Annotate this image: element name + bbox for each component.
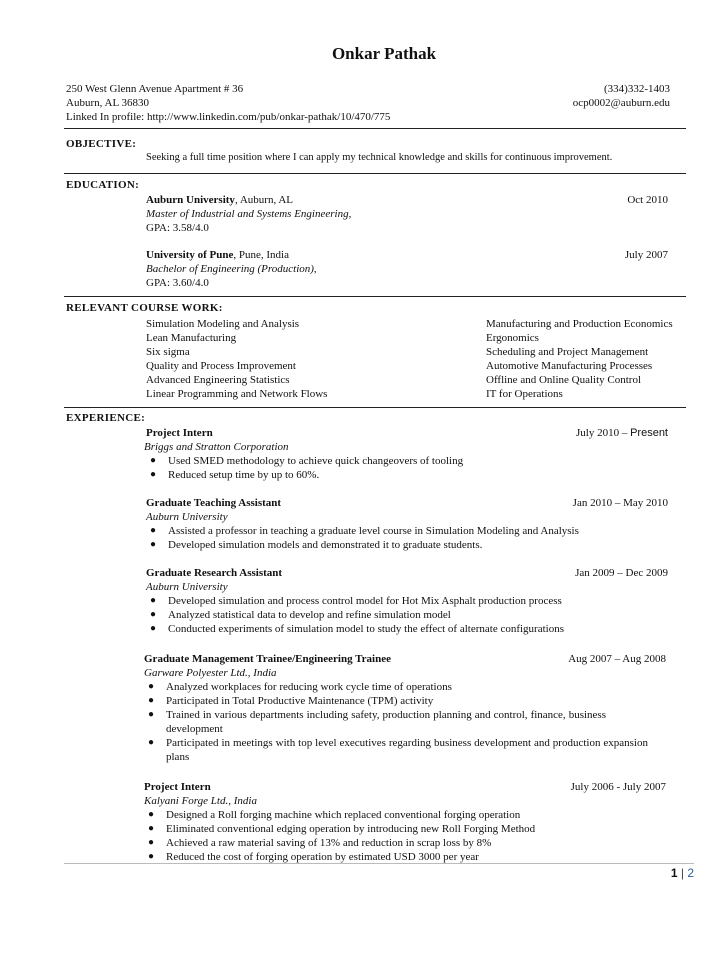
education-entry — [146, 248, 668, 290]
job-organization: Auburn University — [146, 511, 228, 523]
job-title: Graduate Management Trainee/Engineering Trainee — [144, 653, 391, 665]
page-number — [671, 866, 694, 880]
job-entry — [146, 496, 668, 552]
job-dates: Aug 2007 – Aug 2008 — [568, 653, 666, 665]
job-bullets — [146, 594, 668, 636]
education-entry — [146, 193, 668, 235]
bullet-item: ● Reduced the cost of forging operation by estimated USD 3000 per year — [144, 850, 666, 864]
job-bullets — [146, 454, 668, 482]
bullet-icon: ● — [147, 837, 155, 848]
gpa: GPA: 3.60/4.0 — [146, 277, 209, 289]
footer-divider — [64, 863, 694, 864]
address-line-1: 250 West Glenn Avenue Apartment # 36 — [66, 83, 244, 95]
contact-row-3 — [66, 110, 670, 124]
bullet-icon: ● — [149, 455, 157, 466]
bullet-item: ● Analyzed workplaces for reducing work cycle time of operations — [144, 680, 666, 694]
job-dates: July 2010 – — [575, 427, 631, 439]
job-entry — [144, 780, 666, 864]
job-organization: Auburn University — [146, 581, 228, 593]
bullet-item: ● Reduced setup time by up to 60%. — [146, 468, 668, 482]
bullet-item: ● Designed a Roll forging machine which replaced conventional forging operation — [144, 808, 666, 822]
course-item: Six sigma — [146, 346, 190, 358]
bullet-item: ● Analyzed statistical data to develop and refine simulation model — [146, 608, 668, 622]
job-title: Graduate Teaching Assistant — [146, 497, 282, 509]
job-dates: July 2006 - July 2007 — [570, 781, 666, 793]
course-item: Offline and Online Quality Control — [486, 374, 641, 386]
job-entry — [146, 426, 668, 482]
bullet-item: ● Participated in Total Productive Maintenance (TPM) activity — [144, 694, 666, 708]
coursework-heading: RELEVANT COURSE WORK: — [66, 302, 223, 314]
job-title: Graduate Research Assistant — [146, 567, 283, 579]
divider — [64, 173, 686, 174]
course-item: IT for Operations — [486, 388, 563, 400]
bullet-item: ● Eliminated conventional edging operation by introducing new Roll Forging Method — [144, 822, 666, 836]
course-item: Quality and Process Improvement — [146, 360, 296, 372]
gpa: GPA: 3.58/4.0 — [146, 222, 209, 234]
bullet-item: ● Achieved a raw material saving of 13% and reduction in scrap loss by 8% — [144, 836, 666, 850]
email: ocp0002@auburn.edu — [572, 97, 670, 109]
course-item: Advanced Engineering Statistics — [146, 374, 290, 386]
bullet-item: ● Participated in meetings with top level executives regarding business development and production expansion plans — [144, 736, 666, 764]
coursework-right-column — [486, 317, 673, 401]
course-item: Lean Manufacturing — [146, 332, 237, 344]
bullet-icon: ● — [149, 469, 157, 480]
job-entry — [146, 566, 668, 636]
contact-row-2 — [66, 96, 670, 110]
job-title: Project Intern — [146, 427, 213, 439]
bullet-item: ● Assisted a professor in teaching a graduate level course in Simulation Modeling and Analysis — [146, 524, 668, 538]
bullet-icon: ● — [149, 623, 157, 634]
objective-text: Seeking a full time position where I can apply my technical knowledge and skills for continuous improvement. — [146, 152, 613, 163]
bullet-icon: ● — [147, 709, 155, 720]
bullet-item: ● Developed simulation models and demonstrated it to graduate students. — [146, 538, 668, 552]
job-dates-present: Present — [630, 427, 668, 439]
experience-heading: EXPERIENCE: — [66, 412, 146, 424]
current-page: 1 — [670, 866, 678, 880]
course-item: Scheduling and Project Management — [486, 346, 649, 358]
bullet-item: ● Trained in various departments including safety, production planning and control, finance, business development — [144, 708, 666, 736]
job-organization: Garware Polyester Ltd., India — [144, 667, 277, 679]
degree-suffix: , — [313, 263, 317, 275]
bullet-icon: ● — [147, 851, 155, 862]
school-name: Auburn University — [146, 194, 235, 206]
school-location: , Auburn, AL — [234, 194, 293, 206]
job-title: Project Intern — [144, 781, 211, 793]
school-location: , Pune, India — [233, 249, 289, 261]
job-bullets — [144, 808, 666, 864]
bullet-icon: ● — [149, 595, 157, 606]
degree: Bachelor of Engineering (Production) — [146, 263, 314, 275]
bullet-icon: ● — [149, 609, 157, 620]
school-name: University of Pune — [146, 249, 234, 261]
job-organization: Kalyani Forge Ltd., India — [144, 795, 257, 807]
bullet-icon: ● — [147, 823, 155, 834]
bullet-item: ● Used SMED methodology to achieve quick changeovers of tooling — [146, 454, 668, 468]
job-dates: Jan 2009 – Dec 2009 — [575, 567, 668, 579]
next-page-link[interactable]: 2 — [687, 866, 694, 880]
bullet-icon: ● — [147, 695, 155, 706]
candidate-name: Onkar Pathak — [331, 44, 437, 63]
bullet-icon: ● — [147, 737, 155, 748]
job-organization: Briggs and Stratton Corporation — [144, 441, 289, 453]
address-line-2: Auburn, AL 36830 — [66, 97, 150, 109]
job-dates: Jan 2010 – May 2010 — [572, 497, 668, 509]
course-item: Simulation Modeling and Analysis — [146, 318, 300, 330]
objective-heading: OBJECTIVE: — [66, 138, 137, 150]
bullet-icon: ● — [149, 525, 157, 536]
coursework-left-column — [146, 317, 327, 401]
job-bullets — [146, 524, 668, 552]
education-heading: EDUCATION: — [66, 179, 140, 191]
divider — [64, 128, 686, 129]
course-item: Ergonomics — [486, 332, 539, 344]
course-item: Automotive Manufacturing Processes — [486, 360, 653, 372]
linkedin-url[interactable]: Linked In profile: http://www.linkedin.com/pub/onkar-pathak/10/470/775 — [66, 111, 391, 123]
bullet-item: ● Conducted experiments of simulation model to study the effect of alternate configurations — [146, 622, 668, 636]
course-item: Manufacturing and Production Economics — [486, 318, 673, 330]
course-item: Linear Programming and Network Flows — [146, 388, 328, 400]
job-bullets — [144, 680, 666, 764]
degree: Master of Industrial and Systems Engineering — [146, 208, 349, 220]
contact-row-1 — [66, 82, 670, 96]
phone: (334)332-1403 — [604, 83, 670, 95]
bullet-icon: ● — [147, 681, 155, 692]
bullet-icon: ● — [147, 809, 155, 820]
divider — [64, 407, 686, 408]
divider — [64, 296, 686, 297]
degree-suffix: , — [348, 208, 352, 220]
education-date: July 2007 — [624, 249, 668, 261]
bullet-icon: ● — [149, 539, 157, 550]
page-separator: | — [680, 866, 684, 880]
job-entry — [144, 652, 666, 764]
education-date: Oct 2010 — [627, 194, 668, 206]
bullet-item: ● Developed simulation and process control model for Hot Mix Asphalt production process — [146, 594, 668, 608]
